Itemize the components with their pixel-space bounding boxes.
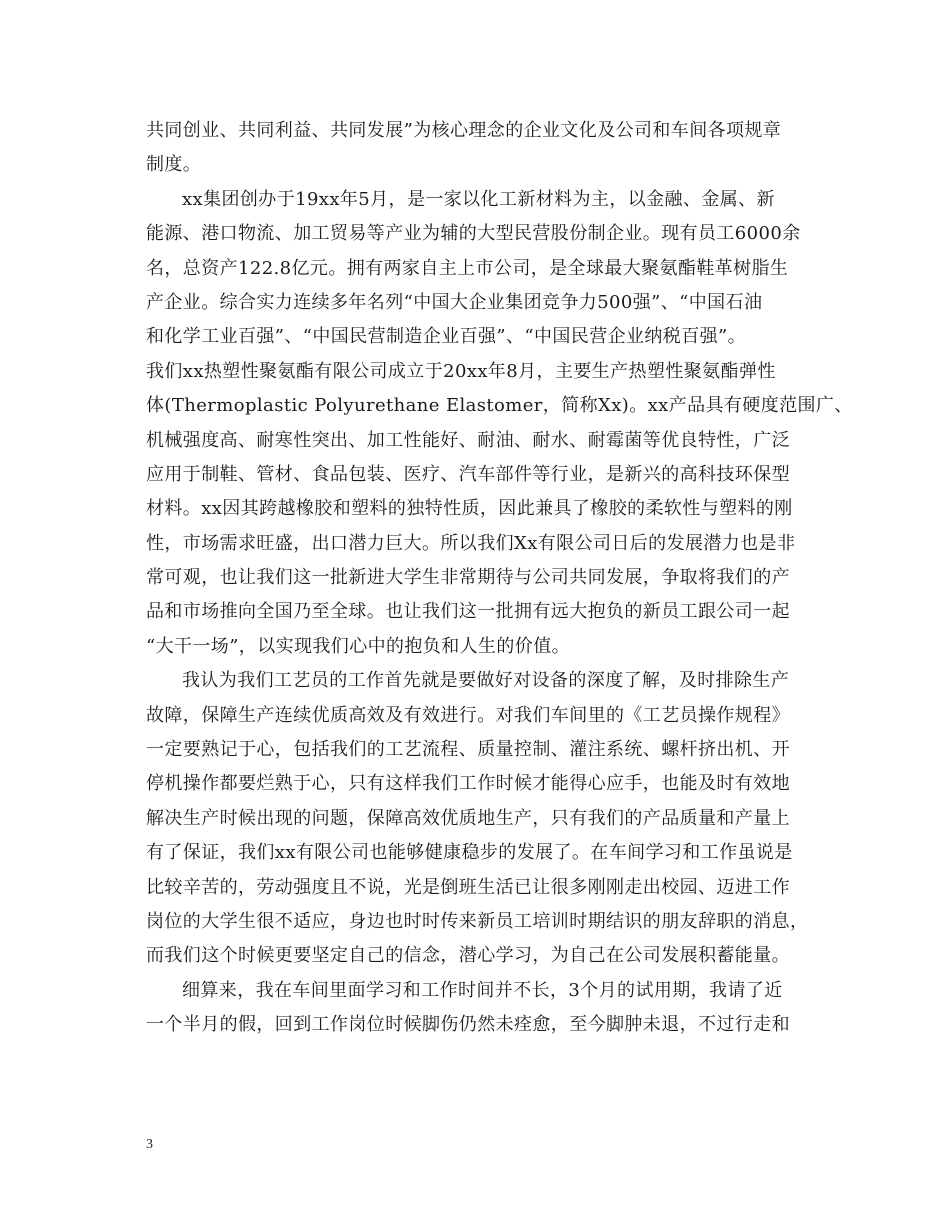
body-text <box>146 114 853 1043</box>
text-line: 比较辛苦的，劳动强度且不说，光是倒班生活已让很多刚刚走出校园、迈进工作 <box>146 876 790 898</box>
text-line: 常可观，也让我们这一批新进大学生非常期待与公司共同发展，争取将我们的产 <box>146 567 790 589</box>
text-line: 材料。xx因其跨越橡胶和塑料的独特性质，因此兼具了橡胶的柔软性与塑料的刚 <box>146 498 793 520</box>
text-line: 名，总资产122.8亿元。拥有两家自主上市公司，是全球最大聚氨酯鞋革树脂生 <box>146 257 789 279</box>
text-line: 机械强度高、耐寒性突出、加工性能好、耐油、耐水、耐霉菌等优良特性，广泛 <box>146 429 790 451</box>
text-line: xx集团创办于19xx年5月，是一家以化工新材料为主，以金融、金属、新 <box>182 188 775 210</box>
text-line: 岗位的大学生很不适应，身边也时时传来新员工培训时期结识的朋友辞职的消息， <box>146 910 809 932</box>
text-line: 制度。 <box>146 154 202 176</box>
text-line: 和化学工业百强”、“中国民营制造企业百强”、“中国民营企业纳税百强”。 <box>146 326 747 348</box>
text-line: “大干一场”，以实现我们心中的抱负和人生的价值。 <box>146 635 571 657</box>
text-line: 能源、港口物流、加工贸易等产业为辅的大型民营股份制企业。现有员工6000余 <box>146 223 801 245</box>
text-line: 应用于制鞋、管材、食品包装、医疗、汽车部件等行业，是新兴的高科技环保型 <box>146 463 790 485</box>
text-line: 共同创业、共同利益、共同发展”为核心理念的企业文化及公司和车间各项规章 <box>146 120 782 141</box>
text-line: 体(Thermoplastic Polyurethane Elastomer，简称Xx)。xx产品具有硬度范围广、 <box>146 395 853 417</box>
text-line: 停机操作都要烂熟于心，只有这样我们工作时候才能得心应手，也能及时有效地 <box>146 773 790 795</box>
text-line: 一个半月的假，回到工作岗位时候脚伤仍然未痊愈，至今脚肿未退，不过行走和 <box>146 1014 790 1036</box>
text-line: 我认为我们工艺员的工作首先就是要做好对设备的深度了解，及时排除生产 <box>182 670 790 692</box>
page-number: 3 <box>146 1137 153 1152</box>
text-line: 我们xx热塑性聚氨酯有限公司成立于20xx年8月，主要生产热塑性聚氨酯弹性 <box>146 360 776 382</box>
text-line: 细算来，我在车间里面学习和工作时间并不长，3个月的试用期，我请了近 <box>182 979 783 1001</box>
text-line: 有了保证，我们xx有限公司也能够健康稳步的发展了。在车间学习和工作虽说是 <box>146 842 793 864</box>
text-line: 解决生产时候出现的问题，保障高效优质地生产，只有我们的产品质量和产量上 <box>146 807 790 829</box>
text-line: 一定要熟记于心，包括我们的工艺流程、质量控制、灌注系统、螺杆挤出机、开 <box>146 739 790 761</box>
text-line: 故障，保障生产连续优质高效及有效进行。对我们车间里的《工艺员操作规程》 <box>146 704 790 726</box>
text-line: 性，市场需求旺盛，出口潜力巨大。所以我们Xx有限公司日后的发展潜力也是非 <box>146 532 796 554</box>
text-line: 产企业。综合实力连续多年名列“中国大企业集团竞争力500强”、“中国石油 <box>146 291 763 313</box>
text-line: 而我们这个时候更要坚定自己的信念，潜心学习，为自己在公司发展积蓄能量。 <box>146 945 790 967</box>
text-line: 品和市场推向全国乃至全球。也让我们这一批拥有远大抱负的新员工跟公司一起 <box>146 601 790 623</box>
